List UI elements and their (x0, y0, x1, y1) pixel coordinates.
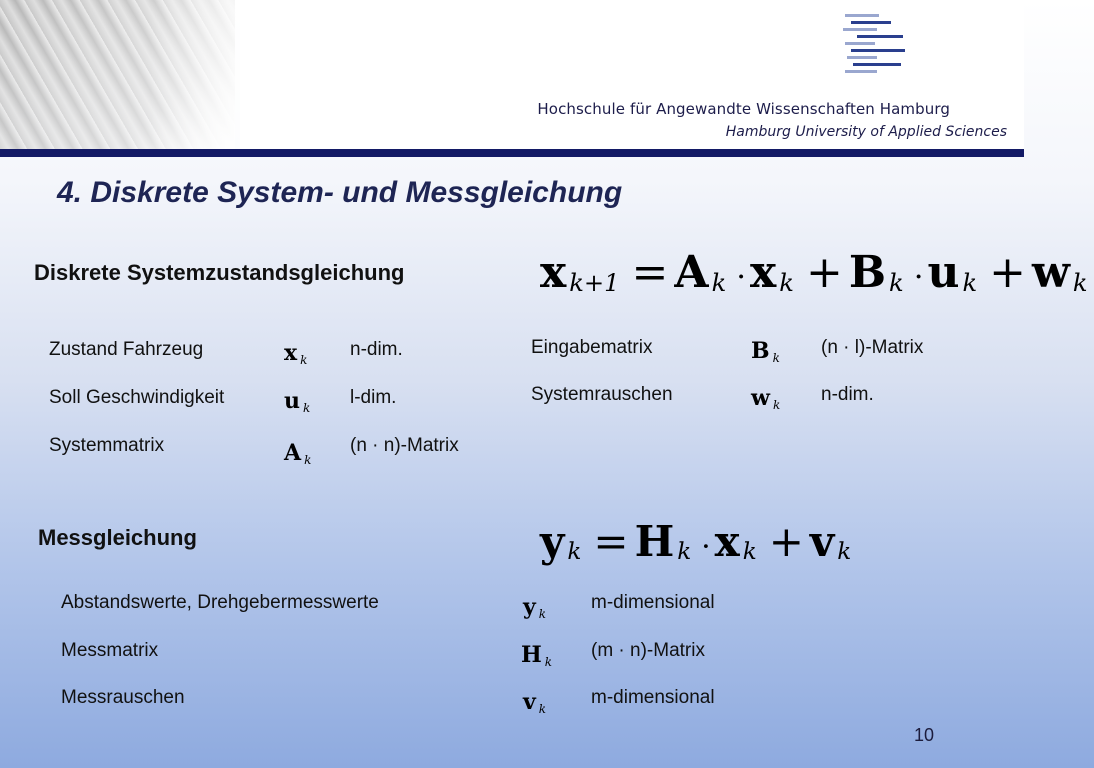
meq-v: v (809, 517, 835, 566)
meq-v-sub: k (837, 539, 852, 566)
eq-plus-1: + (805, 247, 843, 298)
measurement-var-desc: m-dimensional (591, 687, 715, 708)
eq-xk: x (750, 247, 777, 298)
system-var-desc: n-dim. (821, 384, 874, 405)
meq-H: H (634, 517, 675, 566)
slide-title: 4. Diskrete System- und Messgleichung (57, 176, 623, 209)
measurement-var-desc: m-dimensional (591, 592, 715, 613)
eq-x-sub: k+1 (569, 268, 620, 297)
page-number: 10 (914, 725, 935, 745)
system-var-label: Soll Geschwindigkeit (49, 387, 225, 408)
eq-w: w (1032, 247, 1070, 298)
eq-B-sub: k (889, 268, 904, 297)
university-name-en: Hamburg University of Applied Sciences (725, 124, 1007, 140)
system-var-symbol: uk (284, 388, 311, 415)
eq-x: x (540, 247, 567, 298)
meq-dot: · (701, 529, 711, 563)
header-divider-bar (0, 149, 1024, 157)
measurement-var-symbol: yk (523, 594, 547, 621)
measurement-var-desc: (m · n)-Matrix (591, 640, 705, 661)
meq-equals: = (593, 517, 629, 566)
measurement-equation (540, 517, 857, 566)
measurement-var-symbol: vk (523, 689, 547, 716)
system-var-label: Systemrauschen (531, 384, 673, 405)
eq-B: B (848, 247, 887, 298)
system-var-desc: (n · n)-Matrix (350, 435, 459, 456)
eq-xk-sub: k (779, 268, 794, 297)
system-var-desc: (n · l)-Matrix (821, 337, 924, 358)
eq-dot-1: · (736, 259, 747, 295)
meq-H-sub: k (677, 539, 692, 566)
eq-dot-2: · (913, 259, 924, 295)
eq-w-sub: k (1072, 268, 1088, 297)
eq-A-sub: k (711, 268, 727, 297)
meq-y-sub: k (567, 539, 582, 566)
meq-x-sub: k (742, 539, 757, 566)
eq-equals: = (631, 247, 669, 298)
university-name-de: Hochschule für Angewandte Wissenschaften Hamburg (537, 100, 950, 118)
measurement-section-heading: Messgleichung (38, 525, 197, 550)
measurement-var-label: Messrauschen (61, 687, 185, 708)
system-equation (540, 247, 1094, 298)
system-var-label: Systemmatrix (49, 435, 165, 456)
system-var-symbol: wk (751, 385, 781, 412)
eq-A: A (674, 247, 709, 298)
system-var-label: Zustand Fahrzeug (49, 339, 204, 360)
system-var-desc: n-dim. (350, 339, 403, 360)
haw-logo-icon (843, 14, 905, 74)
eq-plus-2: + (989, 247, 1027, 298)
meq-y: y (540, 517, 565, 566)
system-var-symbol: Ak (284, 440, 312, 467)
system-var-desc: l-dim. (350, 387, 397, 408)
measurement-var-label: Abstandswerte, Drehgebermesswerte (61, 592, 379, 613)
system-var-label: Eingabematrix (531, 337, 653, 358)
measurement-var-symbol: Hk (521, 642, 553, 669)
measurement-var-label: Messmatrix (61, 640, 159, 661)
system-var-symbol: Bk (751, 338, 780, 365)
meq-x: x (714, 517, 740, 566)
system-section-heading: Diskrete Systemzustandsgleichung (34, 260, 405, 285)
eq-u: u (927, 247, 960, 298)
eq-u-sub: k (962, 268, 978, 297)
system-var-symbol: xk (284, 340, 308, 367)
meq-plus: + (768, 517, 804, 566)
